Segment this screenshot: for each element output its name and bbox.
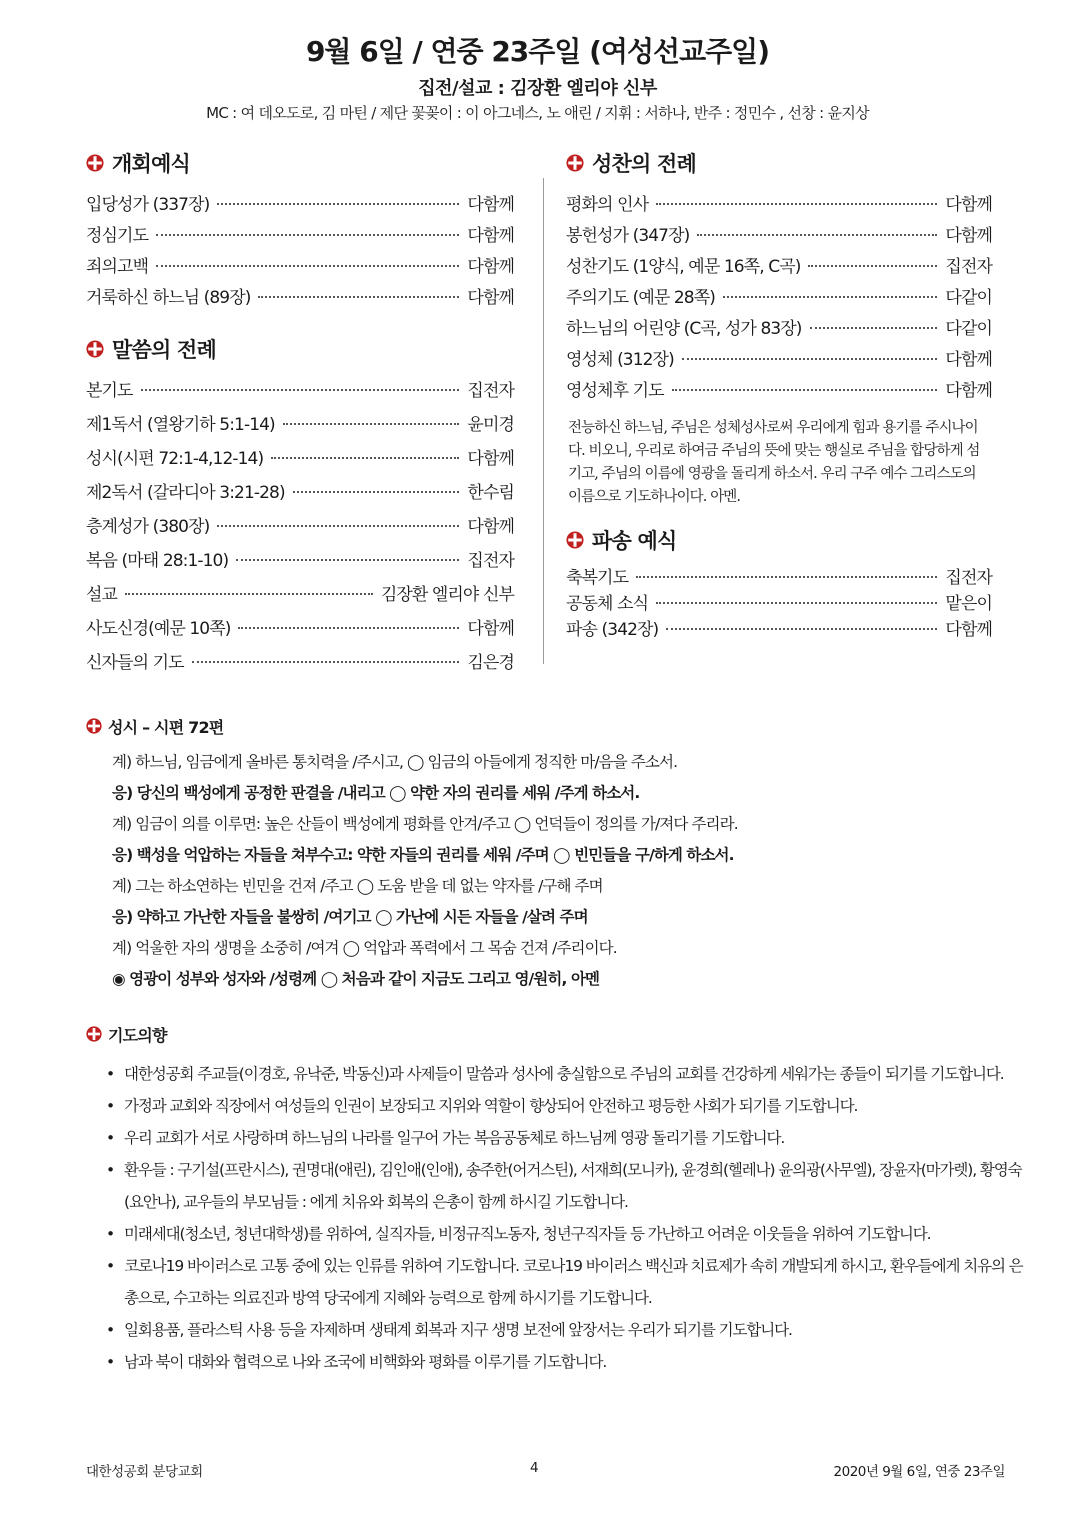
order-item-participant: 다함께 [945, 620, 992, 640]
psalm-line: 응) 당신의 백성에게 공정한 판결을 /내리고 ◯ 약한 자의 권리를 세워 /주게 하소서. [112, 784, 640, 802]
order-item-label: 평화의 인사 [566, 195, 649, 215]
order-row [86, 283, 514, 314]
list-item [86, 1058, 1026, 1090]
intention-text: 환우들 : 구기설(프란시스), 권명대(애린), 김인애(인애), 송주한(어거스틴), 서재희(모니카), 윤경희(헬레나) 윤의광(사무엘), 장윤자(마가렛), 황영숙(요안나), 교우들의 부모님들 : 에게 치유와 회복의 은총이 함께 하시길 기도합니다. [124, 1161, 1022, 1211]
order-row [566, 563, 992, 589]
dot-leader [236, 559, 459, 561]
order-row [566, 252, 992, 283]
order-item-label: 공동체 소식 [566, 594, 649, 614]
dot-leader [636, 576, 937, 578]
order-item-participant: 다함께 [945, 350, 992, 370]
order-item-label: 거룩하신 하느님 (89장) [86, 288, 251, 308]
intention-text: 우리 교회가 서로 사랑하며 하느님의 나라를 일구어 가는 복음공동체로 하느님께 영광 돌리기를 기도합니다. [124, 1129, 785, 1147]
dot-leader [656, 203, 937, 205]
list-item [86, 1346, 1026, 1378]
order-row [86, 580, 514, 614]
intention-text: 일회용품, 플라스틱 사용 등을 자제하며 생태계 회복과 지구 생명 보전에 앞장서는 우리가 되기를 기도합니다. [124, 1321, 792, 1339]
section-heading-label: 개회예식 [112, 152, 190, 176]
order-list-dismissal [566, 563, 992, 641]
order-item-label: 파송 (342장) [566, 620, 659, 640]
right-column [566, 148, 992, 661]
column-divider [543, 178, 544, 664]
section-heading-psalm [86, 716, 1016, 736]
order-item-label: 봉헌성가 (347장) [566, 226, 690, 246]
footer-church: 대한성공회 분당교회 [86, 1464, 203, 1480]
dot-leader [156, 265, 459, 267]
order-item-label: 복음 (마태 28:1-10) [86, 551, 229, 571]
order-item-label: 입당성가 (337장) [86, 195, 210, 215]
order-item-participant: 다함께 [467, 257, 514, 277]
order-row [86, 444, 514, 478]
dot-leader [656, 602, 937, 604]
order-item-label: 주의기도 (예문 28쪽) [566, 288, 715, 308]
section-heading-label: 파송 예식 [592, 529, 677, 553]
order-row [86, 648, 514, 682]
order-item-participant: 다함께 [467, 517, 514, 537]
order-row [86, 512, 514, 546]
order-row [566, 314, 992, 345]
order-row [566, 283, 992, 314]
order-item-label: 제2독서 (갈라디아 3:21-28) [86, 483, 285, 503]
order-item-participant: 집전자 [467, 551, 514, 571]
order-row [566, 589, 992, 615]
order-item-participant: 다같이 [945, 319, 992, 339]
dot-leader [271, 457, 459, 459]
dot-leader [808, 265, 937, 267]
cross-icon [566, 531, 584, 549]
order-item-label: 사도신경(예문 10쪽) [86, 619, 231, 639]
footer-date: 2020년 9월 6일, 연중 23주일 [833, 1464, 1005, 1480]
order-row [86, 252, 514, 283]
intentions-list [86, 1058, 1026, 1378]
order-item-label: 죄의고백 [86, 257, 149, 277]
order-item-participant: 다함께 [467, 619, 514, 639]
order-row [86, 410, 514, 444]
section-heading-intentions [86, 1024, 1026, 1044]
order-item-participant: 집전자 [945, 257, 992, 277]
dot-leader [217, 525, 459, 527]
bullet-icon: • [106, 1321, 115, 1339]
order-item-participant: 다함께 [945, 195, 992, 215]
order-row [86, 190, 514, 221]
psalm-line: 계) 억울한 자의 생명을 소중히 /여겨 ◯ 억압과 폭력에서 그 목숨 건져 /주리이다. [112, 939, 617, 957]
list-item [86, 1090, 1026, 1122]
order-row [566, 221, 992, 252]
section-heading-word [86, 334, 514, 364]
intention-text: 대한성공회 주교들(이경호, 유낙준, 박동신)과 사제들이 말씀과 성사에 충실함으로 주님의 교회를 건강하게 세워가는 종들이 되기를 기도합니다. [124, 1065, 1004, 1083]
ministers-line: MC : 여 데오도로, 김 마틴 / 제단 꽃꽂이 : 이 아그네스, 노 애린 / 지휘 : 서하나, 반주 : 정민수 , 선창 : 윤지상 [206, 104, 869, 122]
cross-icon [86, 1026, 102, 1042]
order-row [86, 221, 514, 252]
order-item-participant: 다함께 [945, 381, 992, 401]
order-item-label: 성찬기도 (1양식, 예문 16쪽, C곡) [566, 257, 801, 277]
order-item-label: 정심기도 [86, 226, 149, 246]
psalm-section [86, 716, 1016, 998]
intention-text: 미래세대(청소년, 청년대학생)를 위하여, 실직자들, 비정규직노동자, 청년구직자들 등 가난하고 어려운 이웃들을 위하여 기도합니다. [124, 1225, 931, 1243]
dot-leader [258, 296, 459, 298]
section-heading-opening [86, 148, 514, 178]
order-item-label: 층계성가 (380장) [86, 517, 210, 537]
order-row [86, 614, 514, 648]
list-item [86, 1218, 1026, 1250]
section-heading-label: 성시 – 시편 72편 [108, 717, 224, 737]
order-item-participant: 윤미경 [467, 415, 514, 435]
dot-leader [810, 327, 938, 329]
psalm-line: ◉ 영광이 성부와 성자와 /성령께 ◯ 처음과 같이 지금도 그리고 영/원히, 아멘 [112, 970, 600, 988]
psalm-line: 응) 약하고 가난한 자들을 불쌍히 /여기고 ◯ 가난에 시든 자들을 /살려 주며 [112, 908, 588, 926]
dot-leader [125, 593, 373, 595]
order-item-participant: 김은경 [467, 653, 514, 673]
psalm-line: 계) 하느님, 임금에게 올바른 통치력을 /주시고, ◯ 임금의 아들에게 정직한 마/음을 주소서. [112, 753, 678, 771]
order-item-label: 축복기도 [566, 568, 629, 588]
bullet-icon: • [106, 1065, 115, 1083]
order-item-participant: 다같이 [945, 288, 992, 308]
section-heading-label: 말씀의 전례 [112, 338, 216, 362]
section-heading-label: 성찬의 전례 [592, 152, 696, 176]
psalm-line: 계) 임금이 의를 이루면: 높은 산들이 백성에게 평화를 안겨/주고 ◯ 언덕들이 정의를 가/져다 주리라. [112, 815, 738, 833]
officiant-line: 집전/설교 : 김장환 엘리야 신부 [418, 78, 657, 99]
dot-leader [723, 296, 937, 298]
dot-leader [192, 661, 460, 663]
order-item-label: 설교 [86, 585, 118, 605]
order-item-participant: 다함께 [467, 226, 514, 246]
order-row [86, 376, 514, 410]
dot-leader [293, 491, 460, 493]
intention-text: 남과 북이 대화와 협력으로 나와 조국에 비핵화와 평화를 이루기를 기도합니다. [124, 1353, 607, 1371]
order-item-participant: 맡은이 [945, 594, 992, 614]
dot-leader [666, 628, 937, 630]
bullet-icon: • [106, 1097, 115, 1115]
cross-icon [86, 718, 102, 734]
list-item [86, 1314, 1026, 1346]
order-item-participant: 다함께 [467, 288, 514, 308]
psalm-line: 계) 그는 하소연하는 빈민을 건져 /주고 ◯ 도움 받을 데 없는 약자를 /구해 주며 [112, 877, 603, 895]
order-item-label: 하느님의 어린양 (C곡, 성가 83장) [566, 319, 802, 339]
order-item-participant: 김장환 엘리야 신부 [380, 585, 514, 605]
bullet-icon: • [106, 1225, 115, 1243]
order-item-label: 제1독서 (열왕기하 5:1-14) [86, 415, 275, 435]
intention-text: 코로나19 바이러스로 고통 중에 있는 인류를 위하여 기도합니다. 코로나19 바이러스 백신과 치료제가 속히 개발되게 하시고, 환우들에게 치유의 은총으로, 수고하는 의료진과 방역 당국에게 지혜와 능력으로 함께 하시기를 기도합니다. [124, 1257, 1023, 1307]
dot-leader [682, 358, 938, 360]
order-row [566, 190, 992, 221]
order-item-label: 본기도 [86, 381, 133, 401]
order-item-label: 성시(시편 72:1-4,12-14) [86, 449, 264, 469]
left-column [86, 148, 514, 702]
dot-leader [238, 627, 459, 629]
section-heading-eucharist [566, 148, 992, 178]
order-row [566, 376, 992, 407]
dot-leader [672, 389, 938, 391]
dot-leader [217, 203, 459, 205]
psalm-lines [112, 750, 1016, 998]
order-item-participant: 집전자 [467, 381, 514, 401]
order-row [86, 478, 514, 512]
order-item-label: 신자들의 기도 [86, 653, 184, 673]
intention-text: 가정과 교회와 직장에서 여성들의 인권이 보장되고 지위와 역할이 향상되어 안전하고 평등한 사회가 되기를 기도합니다. [124, 1097, 858, 1115]
dot-leader [141, 389, 460, 391]
bullet-icon: • [106, 1161, 115, 1179]
section-heading-label: 기도의향 [108, 1025, 167, 1045]
order-item-label: 영성체 (312장) [566, 350, 674, 370]
order-row [566, 345, 992, 376]
cross-icon [86, 340, 104, 358]
order-item-participant: 한수림 [467, 483, 514, 503]
order-list-eucharist [566, 190, 992, 407]
order-row [86, 546, 514, 580]
order-row [566, 615, 992, 641]
intentions-section [86, 1024, 1026, 1378]
dot-leader [697, 234, 937, 236]
section-heading-dismissal [566, 525, 992, 555]
footer-page-number: 4 [530, 1460, 539, 1476]
bullet-icon: • [106, 1353, 115, 1371]
cross-icon [566, 154, 584, 172]
psalm-line: 응) 백성을 억압하는 자들을 쳐부수고: 약한 자들의 권리를 세워 /주며 ◯ 빈민들을 구/하게 하소서. [112, 846, 734, 864]
page-title: 9월 6일 / 연중 23주일 (여성선교주일) [305, 35, 770, 68]
post-communion-prayer: 전능하신 하느님, 주님은 성체성사로써 우리에게 힘과 용기를 주시나이다. 비오니, 우리로 하여금 주님의 뜻에 맞는 행실로 주님을 합당하게 섬기고, 주님의 이름에 영광을 돌리게 하소서. 우리 구주 예수 그리스도의 이름으로 기도하나이다. 아멘. [568, 420, 980, 505]
order-item-participant: 집전자 [945, 568, 992, 588]
order-item-label: 영성체후 기도 [566, 381, 664, 401]
order-item-participant: 다함께 [945, 226, 992, 246]
bullet-icon: • [106, 1257, 115, 1275]
order-list-opening [86, 190, 514, 314]
order-item-participant: 다함께 [467, 195, 514, 215]
list-item [86, 1250, 1026, 1314]
list-item [86, 1122, 1026, 1154]
dot-leader [283, 423, 460, 425]
list-item [86, 1154, 1026, 1218]
bullet-icon: • [106, 1129, 115, 1147]
cross-icon [86, 154, 104, 172]
dot-leader [156, 234, 459, 236]
order-item-participant: 다함께 [467, 449, 514, 469]
order-list-word [86, 376, 514, 682]
